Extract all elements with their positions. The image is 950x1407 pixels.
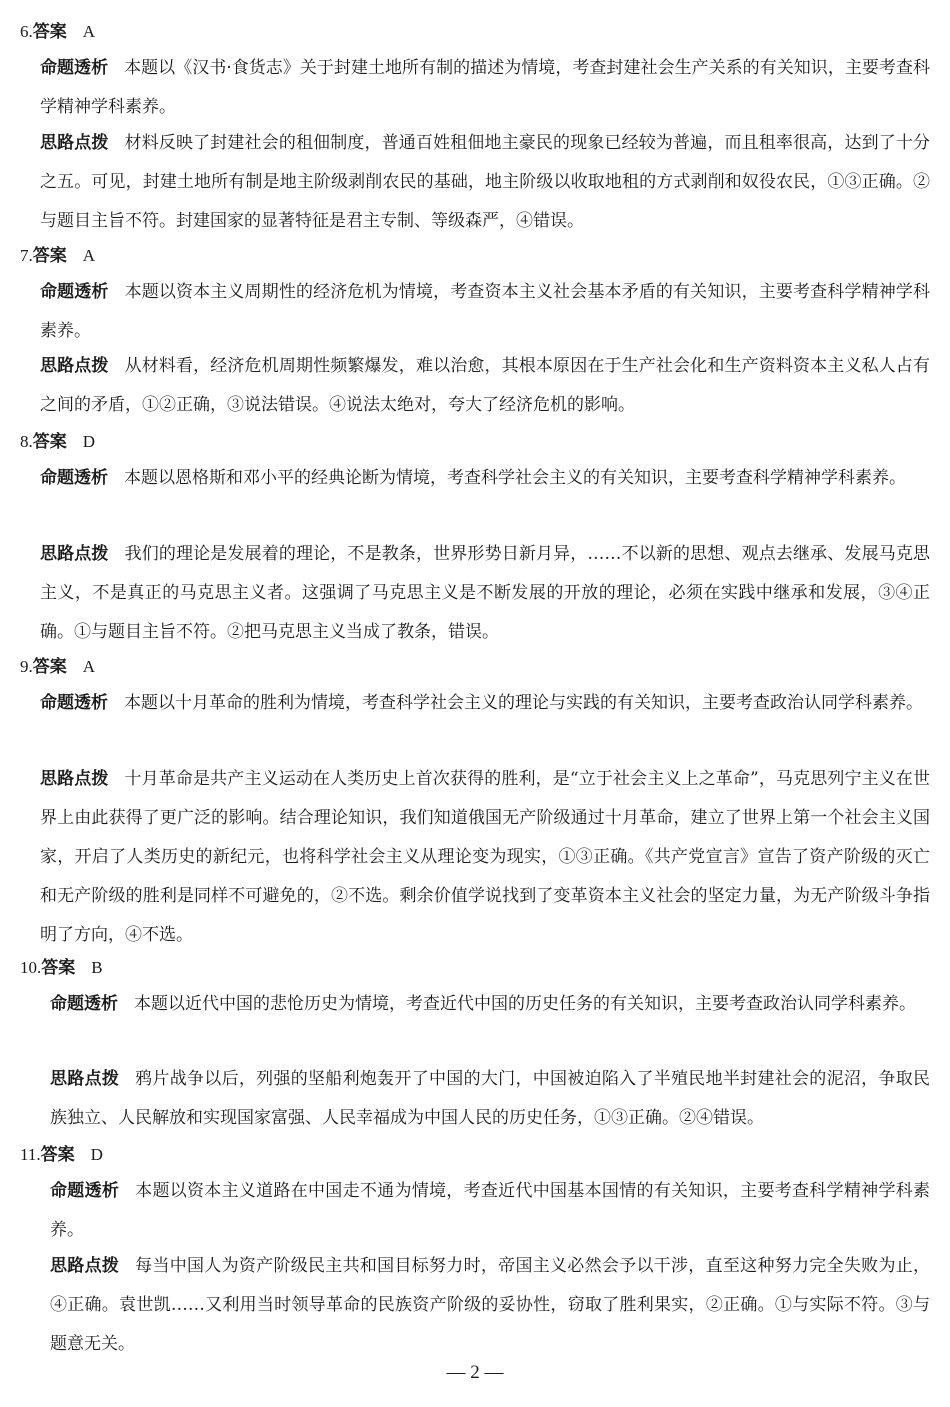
answer-header bbox=[20, 20, 95, 44]
hint-paragraph bbox=[50, 1247, 930, 1364]
hint-paragraph bbox=[40, 124, 930, 241]
hint-label: 思路点拨 bbox=[40, 544, 109, 564]
answer-header bbox=[20, 430, 95, 454]
answer-label: 答案 bbox=[41, 958, 76, 978]
hint-label: 思路点拨 bbox=[50, 1069, 120, 1089]
hint-text: 每当中国人为资产阶级民主共和国目标努力时，帝国主义必然会予以干涉，直至这种努力完全失败为止，④正确。袁世凯……又利用当时领导革命的民族资产阶级的妥协性，窃取了胜利果实，②正确。①与实际不符。③与题意无关。 bbox=[50, 1256, 931, 1354]
analysis-text: 本题以十月革命的胜利为情境，考查科学社会主义的理论与实践的有关知识，主要考查政治认同学科素养。 bbox=[124, 693, 923, 713]
hint-label: 思路点拨 bbox=[40, 133, 109, 153]
analysis-text: 本题以近代中国的悲怆历史为情境，考查近代中国的历史任务的有关知识，主要考查政治认同学科素养。 bbox=[134, 994, 916, 1014]
hint-text: 我们的理论是发展着的理论，不是教条，世界形势日新月异，……不以新的思想、观点去继承、发展马克思主义，不是真正的马克思主义者。这强调了马克思主义是不断发展的开放的理论，必须在实践中继承和发展，③④正确。①与题目主旨不符。②把马克思主义当成了教条，错误。 bbox=[40, 544, 931, 642]
answer-value: A bbox=[82, 657, 96, 676]
analysis-paragraph bbox=[40, 684, 930, 723]
analysis-label: 命题透析 bbox=[40, 282, 109, 302]
question-number: 11. bbox=[20, 1145, 41, 1164]
analysis-paragraph bbox=[50, 1172, 930, 1250]
answer-header bbox=[20, 655, 95, 679]
answer-header bbox=[20, 244, 95, 268]
analysis-text: 本题以恩格斯和邓小平的经典论断为情境，考查科学社会主义的有关知识，主要考查科学精神学科素养。 bbox=[124, 468, 906, 488]
answer-value: B bbox=[91, 958, 103, 977]
question-number: 6. bbox=[20, 22, 33, 41]
answer-label: 答案 bbox=[32, 22, 67, 42]
answer-value: D bbox=[82, 432, 96, 451]
hint-text: 十月革命是共产主义运动在人类历史上首次获得的胜利，是“立于社会主义上之革命”，马克思列宁主义在世界上由此获得了更广泛的影响。结合理论知识，我们知道俄国无产阶级通过十月革命，建立了世界上第一个社会主义国家，开启了人类历史的新纪元，也将科学社会主义从理论变为现实，①③正确。《共产党宣言》宣告了资产阶级的灭亡和无产阶级的胜利是同样不可避免的，②不选。剩余价值学说找到了变革资本主义社会的坚定力量，为无产阶级斗争指明了方向，④不选。 bbox=[40, 769, 931, 945]
hint-label: 思路点拨 bbox=[40, 356, 109, 376]
question-number: 9. bbox=[20, 657, 33, 676]
analysis-label: 命题透析 bbox=[50, 994, 118, 1014]
hint-paragraph bbox=[50, 1060, 930, 1138]
analysis-paragraph bbox=[40, 459, 930, 498]
page-number: — 2 — bbox=[446, 1362, 504, 1383]
analysis-label: 命题透析 bbox=[50, 1181, 120, 1201]
analysis-text: 本题以资本主义道路在中国走不通为情境，考查近代中国基本国情的有关知识，主要考查科学精神学科素养。 bbox=[50, 1181, 931, 1240]
analysis-paragraph bbox=[40, 49, 930, 127]
hint-text: 材料反映了封建社会的租佃制度，普通百姓租佃地主豪民的现象已经较为普遍，而且租率很高，达到了十分之五。可见，封建土地所有制是地主阶级剥削农民的基础，地主阶级以收取地租的方式剥削和奴役农民，①③正确。②与题目主旨不符。封建国家的显著特征是君主专制、等级森严，④错误。 bbox=[40, 133, 931, 231]
answer-value: A bbox=[82, 22, 96, 41]
hint-text: 鸦片战争以后，列强的坚船利炮轰开了中国的大门，中国被迫陷入了半殖民地半封建社会的泥沼，争取民族独立、人民解放和实现国家富强、人民幸福成为中国人民的历史任务，①③正确。②④错误。 bbox=[50, 1069, 931, 1128]
hint-paragraph bbox=[40, 535, 930, 652]
hint-paragraph bbox=[40, 347, 930, 425]
analysis-text: 本题以《汉书·食货志》关于封建土地所有制的描述为情境，考查封建社会生产关系的有关知识，主要考查科学精神学科素养。 bbox=[40, 58, 930, 117]
analysis-paragraph bbox=[50, 985, 930, 1024]
question-number: 10. bbox=[20, 958, 42, 977]
analysis-label: 命题透析 bbox=[40, 58, 109, 78]
answer-value: A bbox=[82, 246, 96, 265]
analysis-paragraph bbox=[40, 273, 930, 351]
analysis-label: 命题透析 bbox=[40, 468, 108, 488]
hint-label: 思路点拨 bbox=[40, 769, 109, 789]
answer-label: 答案 bbox=[32, 657, 67, 677]
analysis-label: 命题透析 bbox=[40, 693, 108, 713]
hint-text: 从材料看，经济危机周期性频繁爆发，难以治愈，其根本原因在于生产社会化和生产资料资本主义私人占有之间的矛盾，①②正确，③说法错误。④说法太绝对，夸大了经济危机的影响。 bbox=[40, 356, 931, 415]
answer-header bbox=[20, 1143, 103, 1167]
answer-label: 答案 bbox=[32, 246, 67, 266]
hint-label: 思路点拨 bbox=[50, 1256, 120, 1276]
answer-header bbox=[20, 956, 103, 980]
question-number: 7. bbox=[20, 246, 33, 265]
answer-label: 答案 bbox=[40, 1145, 75, 1165]
answer-value: D bbox=[90, 1145, 103, 1164]
analysis-text: 本题以资本主义周期性的经济危机为情境，考查资本主义社会基本矛盾的有关知识，主要考查科学精神学科素养。 bbox=[40, 282, 931, 341]
question-number: 8. bbox=[20, 432, 33, 451]
hint-paragraph bbox=[40, 760, 930, 955]
answer-label: 答案 bbox=[32, 432, 67, 452]
